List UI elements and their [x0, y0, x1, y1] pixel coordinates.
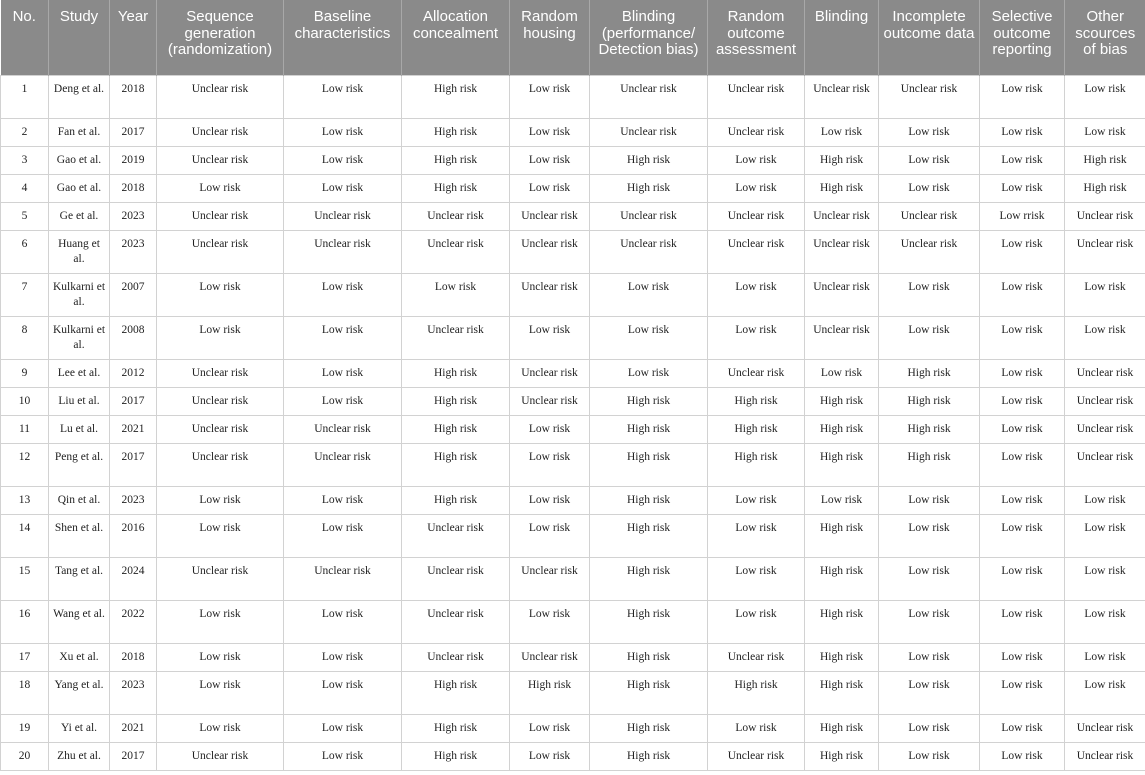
table-cell: 10: [1, 387, 49, 415]
table-cell: Unclear risk: [284, 230, 402, 273]
table-cell: Unclear risk: [510, 643, 590, 671]
table-cell: Unclear risk: [708, 75, 805, 118]
table-cell: High risk: [879, 359, 980, 387]
table-cell: Unclear risk: [1065, 387, 1145, 415]
table-cell: Unclear risk: [879, 230, 980, 273]
table-cell: Low risk: [980, 643, 1065, 671]
table-cell: High risk: [879, 443, 980, 486]
table-cell: Low risk: [1065, 671, 1145, 714]
table-cell: Low risk: [402, 273, 510, 316]
column-header: Other scources of bias: [1065, 0, 1145, 75]
table-cell: High risk: [708, 387, 805, 415]
table-cell: Low risk: [980, 75, 1065, 118]
table-cell: Unclear risk: [157, 146, 284, 174]
table-row: [1, 486, 1145, 514]
table-cell: Low risk: [980, 118, 1065, 146]
table-row: [1, 600, 1145, 643]
table-cell: High risk: [708, 671, 805, 714]
table-cell: Low risk: [708, 557, 805, 600]
table-cell: Low risk: [284, 118, 402, 146]
table-cell: High risk: [805, 714, 879, 742]
table-cell: Unclear risk: [402, 230, 510, 273]
table-row: [1, 514, 1145, 557]
table-cell: Low risk: [980, 486, 1065, 514]
table-cell: High risk: [590, 600, 708, 643]
table-row: [1, 557, 1145, 600]
table-cell: Low risk: [879, 118, 980, 146]
table-cell: Low risk: [879, 174, 980, 202]
table-cell: Unclear risk: [805, 273, 879, 316]
column-header: Sequence generation (randomization): [157, 0, 284, 75]
table-cell: Low risk: [980, 174, 1065, 202]
table-cell: High risk: [590, 486, 708, 514]
table-cell: Low risk: [510, 514, 590, 557]
table-cell: High risk: [590, 146, 708, 174]
table-cell: 11: [1, 415, 49, 443]
table-cell: High risk: [708, 415, 805, 443]
table-cell: Kulkarni et al.: [49, 316, 110, 359]
table-cell: 2019: [110, 146, 157, 174]
table-cell: High risk: [402, 359, 510, 387]
table-cell: High risk: [590, 174, 708, 202]
table-cell: Low risk: [879, 486, 980, 514]
table-cell: Low risk: [510, 486, 590, 514]
table-cell: Unclear risk: [510, 557, 590, 600]
table-row: [1, 118, 1145, 146]
table-cell: Gao et al.: [49, 146, 110, 174]
column-header: Random outcome assessment: [708, 0, 805, 75]
table-cell: Ge et al.: [49, 202, 110, 230]
table-cell: Low risk: [510, 146, 590, 174]
table-cell: 2021: [110, 415, 157, 443]
table-cell: Low risk: [708, 486, 805, 514]
table-cell: High risk: [402, 75, 510, 118]
table-cell: 1: [1, 75, 49, 118]
table-cell: Low risk: [980, 514, 1065, 557]
table-cell: 17: [1, 643, 49, 671]
table-cell: Low risk: [980, 387, 1065, 415]
table-cell: High risk: [805, 557, 879, 600]
table-cell: 2018: [110, 174, 157, 202]
table-cell: High risk: [402, 118, 510, 146]
table-cell: Low risk: [879, 514, 980, 557]
table-cell: Low risk: [284, 75, 402, 118]
table-cell: Unclear risk: [510, 230, 590, 273]
table-cell: Unclear risk: [805, 202, 879, 230]
table-cell: Low risk: [1065, 118, 1145, 146]
table-cell: High risk: [510, 671, 590, 714]
table-cell: Low risk: [980, 671, 1065, 714]
column-header: Allocation concealment: [402, 0, 510, 75]
table-cell: High risk: [805, 443, 879, 486]
table-cell: Unclear risk: [708, 118, 805, 146]
table-cell: 16: [1, 600, 49, 643]
table-cell: Low risk: [1065, 273, 1145, 316]
table-cell: Low risk: [1065, 557, 1145, 600]
table-cell: Low risk: [879, 714, 980, 742]
table-cell: Unclear risk: [157, 443, 284, 486]
table-cell: Low risk: [1065, 514, 1145, 557]
table-cell: Low risk: [157, 643, 284, 671]
table-cell: 2023: [110, 486, 157, 514]
table-cell: High risk: [708, 443, 805, 486]
table-cell: High risk: [402, 415, 510, 443]
table-cell: Low risk: [980, 146, 1065, 174]
table-cell: Low risk: [590, 316, 708, 359]
table-row: [1, 671, 1145, 714]
table-cell: Unclear risk: [157, 557, 284, 600]
table-cell: High risk: [590, 415, 708, 443]
table-cell: Low risk: [980, 359, 1065, 387]
table-cell: High risk: [402, 443, 510, 486]
table-cell: Low risk: [708, 514, 805, 557]
table-cell: Xu et al.: [49, 643, 110, 671]
table-cell: High risk: [805, 415, 879, 443]
table-cell: High risk: [590, 714, 708, 742]
table-cell: Low risk: [708, 600, 805, 643]
table-cell: 6: [1, 230, 49, 273]
table-cell: Lu et al.: [49, 415, 110, 443]
column-header: Study: [49, 0, 110, 75]
table-cell: Low risk: [980, 600, 1065, 643]
table-row: [1, 714, 1145, 742]
table-row: [1, 359, 1145, 387]
table-cell: Unclear risk: [157, 202, 284, 230]
table-cell: 19: [1, 714, 49, 742]
table-cell: Unclear risk: [708, 643, 805, 671]
table-cell: Low risk: [284, 486, 402, 514]
table-cell: Low risk: [879, 643, 980, 671]
table-cell: Low risk: [284, 174, 402, 202]
table-cell: Low risk: [284, 146, 402, 174]
table-cell: Low risk: [157, 600, 284, 643]
table-cell: High risk: [805, 600, 879, 643]
table-cell: High risk: [590, 742, 708, 770]
table-cell: Unclear risk: [402, 600, 510, 643]
table-row: [1, 742, 1145, 770]
table-cell: Low risk: [284, 514, 402, 557]
table-cell: Unclear risk: [708, 202, 805, 230]
table-cell: Unclear risk: [157, 75, 284, 118]
table-row: [1, 443, 1145, 486]
table-cell: Low risk: [1065, 486, 1145, 514]
table-cell: Unclear risk: [402, 316, 510, 359]
table-cell: Unclear risk: [284, 202, 402, 230]
table-cell: Unclear risk: [590, 75, 708, 118]
table-cell: High risk: [805, 742, 879, 770]
table-cell: Unclear risk: [1065, 202, 1145, 230]
table-cell: High risk: [402, 146, 510, 174]
table-cell: Low risk: [284, 387, 402, 415]
table-cell: Zhu et al.: [49, 742, 110, 770]
table-row: [1, 174, 1145, 202]
table-cell: Low risk: [157, 273, 284, 316]
table-cell: Low risk: [157, 671, 284, 714]
table-cell: High risk: [590, 514, 708, 557]
table-cell: Low risk: [879, 671, 980, 714]
table-cell: High risk: [805, 146, 879, 174]
table-row: [1, 387, 1145, 415]
table-cell: 4: [1, 174, 49, 202]
table-cell: Shen et al.: [49, 514, 110, 557]
table-cell: Unclear risk: [510, 273, 590, 316]
table-cell: Unclear risk: [157, 359, 284, 387]
table-cell: High risk: [402, 486, 510, 514]
table-cell: 2024: [110, 557, 157, 600]
table-cell: Low risk: [879, 742, 980, 770]
column-header: No.: [1, 0, 49, 75]
table-cell: Unclear risk: [402, 202, 510, 230]
table-cell: Low risk: [708, 174, 805, 202]
table-cell: High risk: [879, 387, 980, 415]
table-cell: Kulkarni et al.: [49, 273, 110, 316]
table-row: [1, 75, 1145, 118]
table-row: [1, 643, 1145, 671]
table-cell: High risk: [1065, 146, 1145, 174]
table-cell: Unclear risk: [708, 230, 805, 273]
table-cell: 2023: [110, 202, 157, 230]
table-cell: Low risk: [284, 742, 402, 770]
table-cell: 20: [1, 742, 49, 770]
table-cell: Low risk: [510, 75, 590, 118]
table-cell: 2023: [110, 671, 157, 714]
table-cell: Low risk: [805, 118, 879, 146]
table-cell: Low risk: [157, 714, 284, 742]
header-row: [1, 0, 1145, 75]
table-cell: High risk: [805, 671, 879, 714]
table-cell: Unclear risk: [879, 202, 980, 230]
table-cell: Yi et al.: [49, 714, 110, 742]
table-cell: Low risk: [510, 316, 590, 359]
table-cell: Unclear risk: [708, 359, 805, 387]
table-cell: Unclear risk: [1065, 359, 1145, 387]
table-cell: Low risk: [510, 118, 590, 146]
table-cell: Low risk: [805, 486, 879, 514]
table-cell: High risk: [402, 714, 510, 742]
table-cell: Unclear risk: [805, 230, 879, 273]
table-cell: Low risk: [980, 273, 1065, 316]
table-cell: 2023: [110, 230, 157, 273]
table-cell: Unclear risk: [157, 230, 284, 273]
column-header: Year: [110, 0, 157, 75]
table-cell: High risk: [805, 643, 879, 671]
table-cell: Low risk: [708, 273, 805, 316]
table-cell: Peng et al.: [49, 443, 110, 486]
table-cell: Low risk: [980, 714, 1065, 742]
table-cell: Low risk: [284, 643, 402, 671]
table-cell: Unclear risk: [402, 514, 510, 557]
table-cell: 13: [1, 486, 49, 514]
table-cell: Low risk: [510, 415, 590, 443]
table-cell: Tang et al.: [49, 557, 110, 600]
table-cell: Low risk: [879, 273, 980, 316]
table-cell: Wang et al.: [49, 600, 110, 643]
table-cell: 2022: [110, 600, 157, 643]
table-cell: 15: [1, 557, 49, 600]
table-cell: Huang et al.: [49, 230, 110, 273]
table-cell: Low risk: [284, 273, 402, 316]
table-cell: Unclear risk: [590, 230, 708, 273]
table-cell: Low risk: [590, 359, 708, 387]
table-cell: Low risk: [510, 443, 590, 486]
table-cell: Low risk: [980, 443, 1065, 486]
table-cell: Low risk: [157, 316, 284, 359]
table-cell: Low risk: [980, 742, 1065, 770]
table-cell: Low risk: [980, 415, 1065, 443]
table-cell: Unclear risk: [284, 415, 402, 443]
table-cell: High risk: [805, 174, 879, 202]
table-cell: 14: [1, 514, 49, 557]
table-cell: Deng et al.: [49, 75, 110, 118]
table-cell: Unclear risk: [1065, 443, 1145, 486]
table-cell: Unclear risk: [510, 202, 590, 230]
column-header: Blinding (performance/ Detection bias): [590, 0, 708, 75]
table-cell: High risk: [590, 387, 708, 415]
table-cell: 9: [1, 359, 49, 387]
table-cell: Low risk: [510, 174, 590, 202]
table-row: [1, 415, 1145, 443]
table-cell: Qin et al.: [49, 486, 110, 514]
table-cell: Unclear risk: [590, 118, 708, 146]
table-cell: 2021: [110, 714, 157, 742]
table-cell: 2017: [110, 118, 157, 146]
column-header: Blinding: [805, 0, 879, 75]
table-cell: Low risk: [510, 714, 590, 742]
table-cell: High risk: [402, 671, 510, 714]
column-header: Incomplete outcome data: [879, 0, 980, 75]
table-cell: Low risk: [708, 146, 805, 174]
table-cell: High risk: [805, 387, 879, 415]
table-cell: High risk: [402, 742, 510, 770]
table-cell: Low risk: [879, 557, 980, 600]
table-cell: High risk: [402, 174, 510, 202]
table-cell: 2: [1, 118, 49, 146]
table-cell: Low risk: [879, 600, 980, 643]
table-header: [1, 0, 1145, 75]
table-cell: Gao et al.: [49, 174, 110, 202]
table-cell: 5: [1, 202, 49, 230]
table-cell: Lee et al.: [49, 359, 110, 387]
table-cell: Liu et al.: [49, 387, 110, 415]
table-cell: 2012: [110, 359, 157, 387]
table-cell: Low risk: [1065, 316, 1145, 359]
table-cell: Low risk: [708, 316, 805, 359]
table-cell: Low risk: [157, 174, 284, 202]
table-cell: Low risk: [590, 273, 708, 316]
table-cell: Unclear risk: [805, 75, 879, 118]
table-cell: 2017: [110, 387, 157, 415]
table-cell: Low risk: [708, 714, 805, 742]
table-cell: Fan et al.: [49, 118, 110, 146]
table-cell: High risk: [879, 415, 980, 443]
table-cell: Low risk: [805, 359, 879, 387]
table-cell: Unclear risk: [510, 387, 590, 415]
table-cell: Low risk: [284, 671, 402, 714]
table-cell: 3: [1, 146, 49, 174]
table-cell: Unclear risk: [708, 742, 805, 770]
table-cell: Low risk: [284, 600, 402, 643]
table-cell: Low risk: [284, 714, 402, 742]
table-cell: Low risk: [980, 230, 1065, 273]
table-cell: Unclear risk: [805, 316, 879, 359]
table-row: [1, 316, 1145, 359]
table-cell: Yang et al.: [49, 671, 110, 714]
column-header: Random housing: [510, 0, 590, 75]
table-cell: 8: [1, 316, 49, 359]
table-cell: Low risk: [980, 316, 1065, 359]
table-cell: High risk: [590, 643, 708, 671]
table-cell: Unclear risk: [510, 359, 590, 387]
table-cell: High risk: [1065, 174, 1145, 202]
table-cell: 2017: [110, 742, 157, 770]
table-row: [1, 273, 1145, 316]
table-cell: Low risk: [1065, 75, 1145, 118]
table-cell: 2018: [110, 75, 157, 118]
table-cell: Low rrisk: [980, 202, 1065, 230]
table-row: [1, 202, 1145, 230]
table-cell: Unclear risk: [1065, 714, 1145, 742]
column-header: Selective outcome reporting: [980, 0, 1065, 75]
table-cell: Low risk: [879, 146, 980, 174]
table-cell: Unclear risk: [284, 443, 402, 486]
table-cell: Unclear risk: [879, 75, 980, 118]
table-cell: Unclear risk: [590, 202, 708, 230]
table-cell: Unclear risk: [402, 643, 510, 671]
table-cell: 2018: [110, 643, 157, 671]
table-cell: 7: [1, 273, 49, 316]
table-cell: 2017: [110, 443, 157, 486]
table-body: [1, 75, 1145, 770]
table-cell: Low risk: [284, 359, 402, 387]
table-cell: High risk: [402, 387, 510, 415]
table-cell: Unclear risk: [157, 118, 284, 146]
table-cell: Low risk: [157, 486, 284, 514]
table-cell: Low risk: [980, 557, 1065, 600]
table-cell: Unclear risk: [157, 742, 284, 770]
table-cell: 2007: [110, 273, 157, 316]
table-cell: High risk: [590, 557, 708, 600]
table-cell: 2016: [110, 514, 157, 557]
table-cell: Unclear risk: [1065, 230, 1145, 273]
table-cell: Unclear risk: [402, 557, 510, 600]
table-cell: Low risk: [1065, 643, 1145, 671]
table-cell: High risk: [805, 514, 879, 557]
table-cell: Low risk: [1065, 600, 1145, 643]
table-cell: Unclear risk: [157, 415, 284, 443]
column-header: Baseline characteristics: [284, 0, 402, 75]
table-cell: 12: [1, 443, 49, 486]
table-cell: Unclear risk: [284, 557, 402, 600]
table-cell: Low risk: [284, 316, 402, 359]
table-cell: Low risk: [510, 742, 590, 770]
table-cell: Unclear risk: [1065, 742, 1145, 770]
table-cell: High risk: [590, 443, 708, 486]
table-cell: Low risk: [510, 600, 590, 643]
table-row: [1, 230, 1145, 273]
table-cell: Unclear risk: [1065, 415, 1145, 443]
table-cell: 18: [1, 671, 49, 714]
table-cell: Low risk: [157, 514, 284, 557]
table-cell: Low risk: [879, 316, 980, 359]
table-cell: Unclear risk: [157, 387, 284, 415]
table-cell: High risk: [590, 671, 708, 714]
table-row: [1, 146, 1145, 174]
table-cell: 2008: [110, 316, 157, 359]
